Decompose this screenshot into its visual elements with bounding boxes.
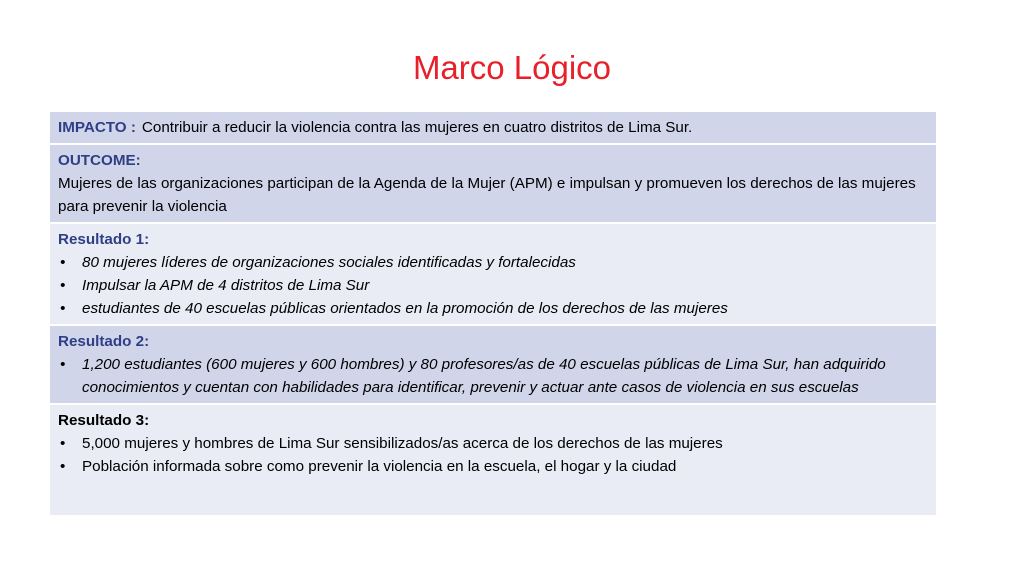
resultado-2-label: Resultado 2: bbox=[58, 333, 150, 350]
resultado-2-list bbox=[58, 353, 928, 399]
outcome-label: OUTCOME: bbox=[58, 152, 141, 169]
list-item: • Población informada sobre como prevenir la violencia en la escuela, el hogar y la ciudad bbox=[58, 455, 928, 478]
list-item: • Impulsar la APM de 4 distritos de Lima Sur bbox=[58, 274, 928, 297]
resultado-1-list bbox=[58, 251, 928, 320]
resultado-2-row bbox=[50, 326, 936, 405]
resultado-1-label: Resultado 1: bbox=[58, 231, 150, 248]
impacto-text: Contribuir a reducir la violencia contra las mujeres en cuatro distritos de Lima Sur. bbox=[141, 119, 693, 136]
resultado-3-list bbox=[58, 432, 928, 478]
list-item: • 1,200 estudiantes (600 mujeres y 600 hombres) y 80 profesores/as de 40 escuelas públicas de Lima Sur, han adquirido conocimientos y cuentan con habilidades para identificar, prevenir y actuar ante casos de violencia en sus escuelas bbox=[58, 353, 928, 399]
list-item: • 5,000 mujeres y hombres de Lima Sur sensibilizados/as acerca de los derechos de las mujeres bbox=[58, 432, 928, 455]
resultado-3-row bbox=[50, 405, 936, 517]
list-item: • 80 mujeres líderes de organizaciones sociales identificadas y fortalecidas bbox=[58, 251, 928, 274]
slide-title: Marco Lógico bbox=[412, 49, 612, 86]
outcome-text: Mujeres de las organizaciones participan de la Agenda de la Mujer (APM) e impulsan y promueven los derechos de las mujeres para prevenir la violencia bbox=[58, 175, 916, 215]
resultado-1-row bbox=[50, 224, 936, 326]
logic-framework-table bbox=[50, 112, 936, 517]
impacto-label: IMPACTO : bbox=[58, 119, 136, 136]
list-item: • estudiantes de 40 escuelas públicas orientados en la promoción de los derechos de las mujeres bbox=[58, 297, 928, 320]
impacto-row bbox=[50, 112, 936, 145]
resultado-3-label: Resultado 3: bbox=[58, 412, 150, 429]
outcome-row bbox=[50, 145, 936, 224]
